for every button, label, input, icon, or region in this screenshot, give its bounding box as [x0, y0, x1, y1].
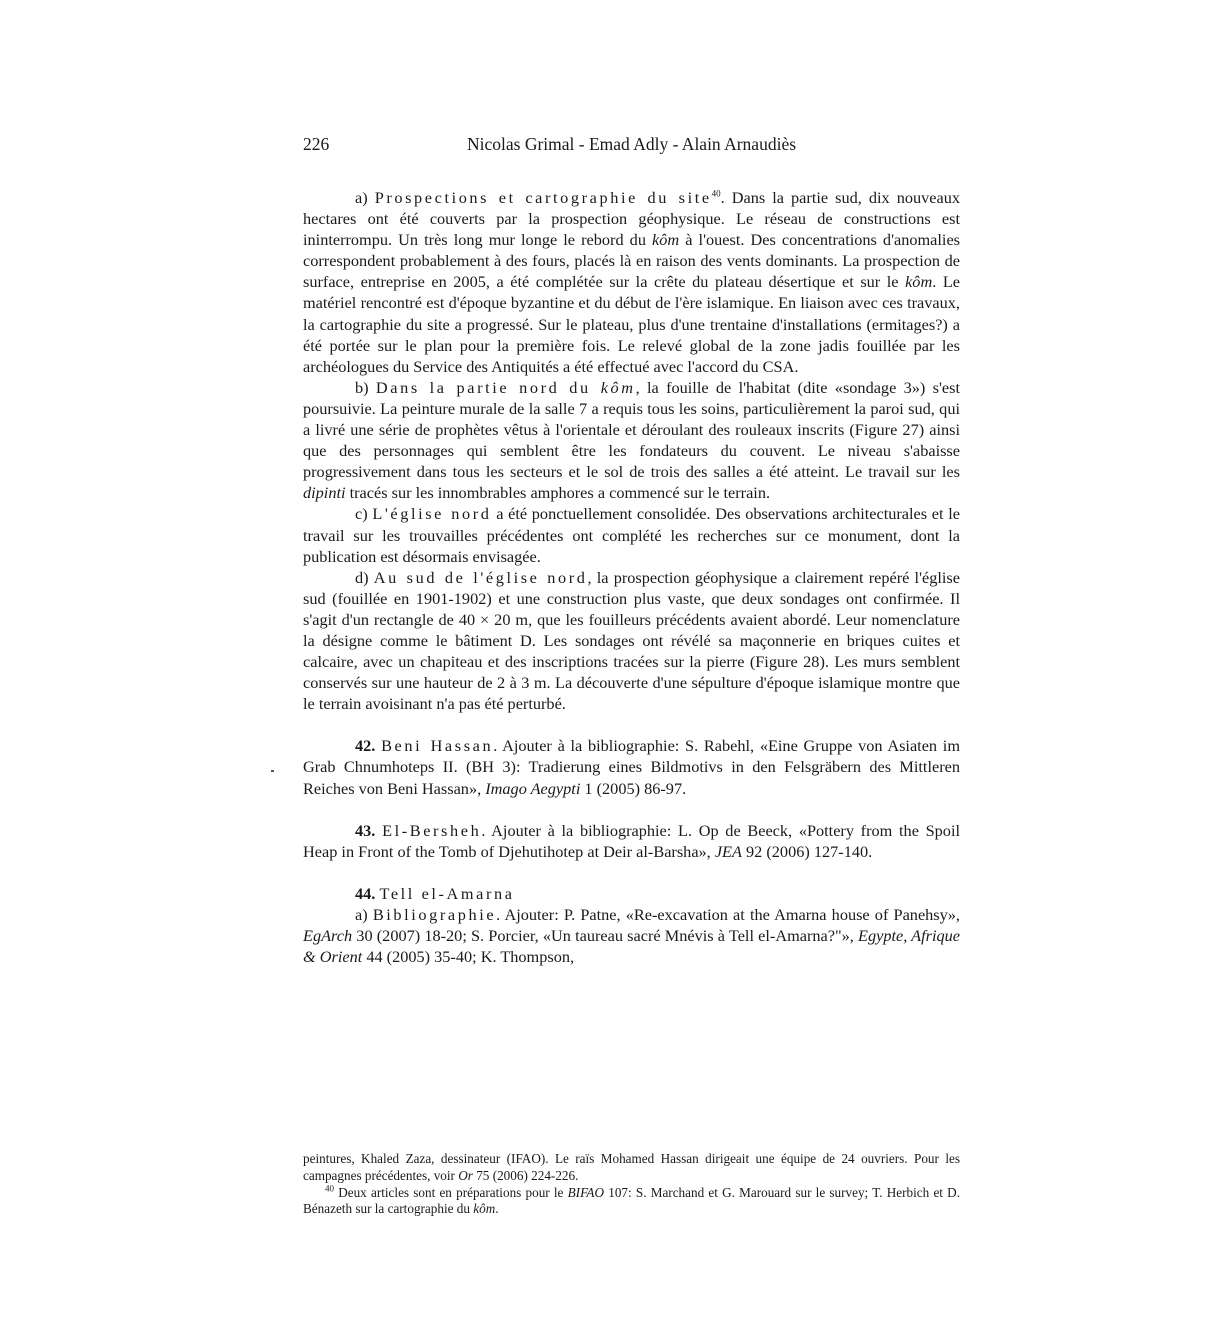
heading-b: [376, 378, 636, 397]
label-d: d): [355, 567, 369, 587]
text-run: . Dans la partie sud, dix nouveaux hectares ont été couverts par la prospection géophysique. Le réseau de constructions est ininterrompu. Un très long mur longe le rebord du: [303, 188, 960, 250]
page-number: 226: [303, 134, 330, 154]
text-run: . Ajouter: P. Patne, «Re-excavation at the Amarna house of Panehsy»,: [496, 904, 960, 924]
footnote-number: 40: [325, 1183, 334, 1194]
paragraph-c: [303, 503, 960, 566]
heading-bibliographie: Bibliographie: [372, 904, 497, 924]
journal-title: BIFAO: [567, 1184, 605, 1200]
text-run: . Ajouter à la bibliographie: L. Op de Beeck, «Pottery from the Spoil Heap in Front of the Tomb of Djehutihotep at Deir al-Barsha»,: [303, 820, 960, 861]
entry-number: 44.: [355, 883, 376, 903]
label-a: a): [355, 188, 368, 207]
text-run: . Le matériel rencontré est d'époque byzantine et du début de l'ère islamique. En liaison avec ces travaux, la cartographie du site a progressé. Sur le plateau, plus d'une trentaine d'installations (ermitages?) a été portée sur le plan pour la première fois. Le relevé global de la zone jadis fouillée par les archéologues du Service des Antiquités a été effectué avec l'accord du CSA.: [303, 272, 960, 376]
text-run: .: [495, 1201, 499, 1217]
paragraph-a: [303, 187, 960, 377]
italic-term: kôm: [652, 230, 680, 250]
heading-b-text: Dans la partie nord du: [375, 377, 601, 397]
journal-title: EgArch: [303, 926, 353, 945]
journal-title: Or: [458, 1167, 473, 1183]
footnote-continued: [303, 1151, 960, 1185]
text-run: à l'ouest. Des concentrations d'anomalies correspondent probablement à des fours, placés là en raison des vents dominants. La prospection de surface, entreprise en 2005, a été complétée sur la crête du plateau désertique et sur le: [303, 230, 961, 292]
label-b: b): [355, 377, 369, 397]
heading-a: Prospections et cartographie du site: [374, 188, 712, 207]
text-run: 75 (2006) 224-226.: [472, 1167, 579, 1183]
text-run: 107: S. Marchand et G. Marouard sur le survey; T. Herbich et D. Bénazeth sur la cartographie du: [303, 1184, 961, 1217]
entry-site: Tell el-Amarna: [379, 883, 515, 903]
italic-term: dipinti: [303, 483, 346, 503]
text-run: 92 (2006) 127-140.: [741, 841, 873, 861]
text-run: tracés sur les innombrables amphores a commencé sur le terrain.: [345, 483, 771, 503]
text-run: 1 (2005) 86-97.: [580, 778, 687, 798]
journal-title: Imago Aegypti: [485, 778, 581, 798]
footnote-ref-40[interactable]: 40: [711, 188, 721, 199]
running-head-authors: Nicolas Grimal - Emad Adly - Alain Arnaudiès: [466, 134, 797, 154]
entry-44-a: [303, 904, 960, 967]
italic-term: kôm: [905, 272, 933, 292]
paragraph-b: [303, 377, 960, 504]
paragraph-d: [303, 567, 960, 715]
heading-c: L'église nord: [372, 504, 492, 524]
margin-mark: [271, 770, 274, 772]
text-run: . Ajouter à la bibliographie: S. Rabehl, «Eine Gruppe von Asiaten im Grab Chnumhoteps II. (BH 3): Tradierung eines Bildmotivs in den Felsgräbern des Mittleren Reiches von Beni Hassan»,: [303, 736, 960, 798]
text-run: , la fouille de l'habitat (dite «sondage 3») s'est poursuivie. La peinture murale de la salle 7 a requis tous les soins, particulièrement la paroi sud, qui a livré une série de prophètes vêtus à l'orientale et déroulant des rouleaux inscrits (Figure 27) ainsi que des personnages qui semblent être les fondateurs du couvent. Le niveau s'abaisse progressivement dans tous les secteurs et le sol de trois des salles a été atteint. Le travail sur les: [303, 377, 960, 482]
journal-title: JEA: [714, 841, 742, 861]
label-c: c): [355, 504, 368, 524]
italic-term: kôm: [600, 377, 636, 397]
text-run: a été ponctuellement consolidée. Des observations architecturales et le travail sur les trouvailles précédentes ont complété les recherches sur ce monument, dont la publication est désormais envisagée.: [303, 504, 960, 566]
heading-d: Au sud de l'église nord: [373, 567, 588, 587]
entry-site: El-Bersheh: [382, 820, 482, 840]
text-run: , la prospection géophysique a clairement repéré l'église sud (fouillée en 1901-1902) et une construction plus vaste, que deux sondages ont confirmée. Il s'agit d'un rectangle de 40 × 20 m, que les fouilleurs précédents avaient abordé. Leur nomenclature la désigne comme le bâtiment D. Les sondages ont révélé sa maçonnerie en briques cuites et calcaire, avec un chapiteau et des inscriptions tracées sur la pierre (Figure 28). Les murs semblent conservés sur une hauteur de 2 à 3 m. La découverte d'une sépulture d'époque islamique montre que le terrain avoisinant n'a pas été perturbé.: [303, 567, 960, 714]
entry-number: 43.: [355, 820, 376, 840]
footnote-40: [303, 1185, 960, 1219]
entry-43: [303, 820, 960, 862]
text-run: 30 (2007) 18-20; S. Porcier, «Un taureau sacré Mnévis à Tell el-Amarna?"»,: [352, 926, 859, 945]
italic-term: kôm: [473, 1201, 496, 1217]
entry-44: [303, 883, 960, 904]
running-header: [303, 134, 960, 158]
text-run: 44 (2005) 35-40; K. Thompson,: [362, 947, 575, 967]
entry-site: Beni Hassan: [381, 736, 494, 756]
text-run: Deux articles sont en préparations pour le: [334, 1184, 568, 1200]
entry-number: 42.: [355, 736, 376, 756]
label-a: a): [355, 904, 368, 924]
text-run: peintures, Khaled Zaza, dessinateur (IFAO). Le raïs Mohamed Hassan dirigeait une équipe de 24 ouvriers. Pour les campagnes précédentes, voir: [303, 1151, 960, 1183]
footnotes: [303, 1151, 960, 1218]
main-text: [303, 187, 960, 967]
journal-title: Egypte, Afrique & Orient: [303, 926, 960, 967]
entry-42: [303, 735, 960, 798]
